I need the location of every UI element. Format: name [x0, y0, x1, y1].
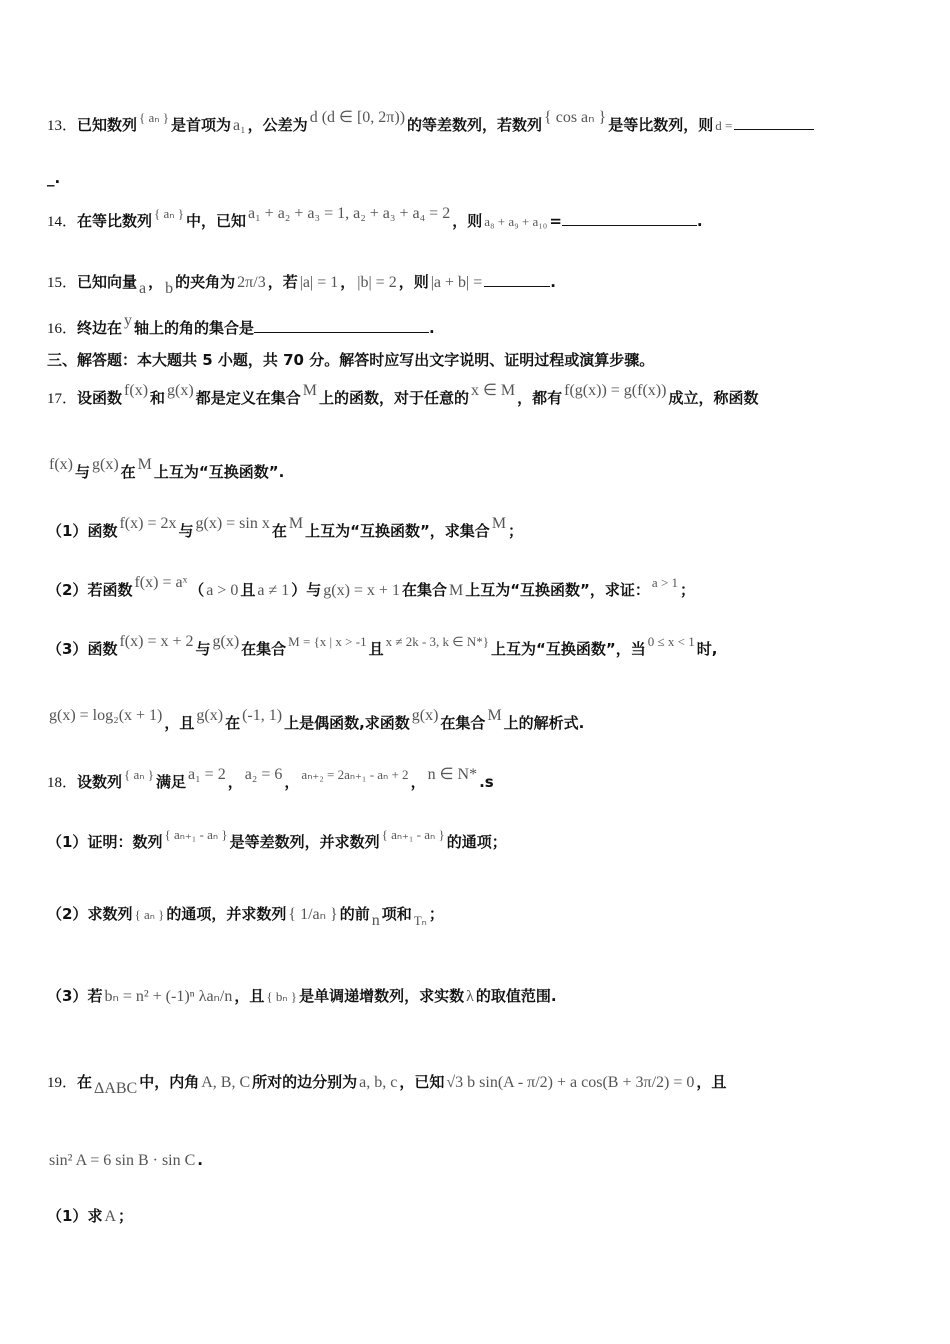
text: 求数列: [87, 905, 133, 923]
text: ；: [118, 1207, 134, 1225]
question-number: 18．: [47, 775, 78, 791]
text: 上互为“互换函数”.: [153, 463, 285, 481]
math: M: [302, 382, 317, 399]
math: { aₙ }: [134, 907, 165, 922]
math: A, B, C: [201, 1074, 251, 1091]
text: ）与: [291, 581, 322, 599]
text: 在: [77, 1073, 93, 1091]
math: f(g(x)) = g(f(x)): [564, 382, 667, 399]
part-label: （3）: [47, 987, 88, 1005]
text: ；: [508, 522, 524, 540]
math: a: [139, 280, 147, 297]
math: { 1/aₙ }: [288, 906, 338, 923]
math: ΔABC: [94, 1080, 138, 1097]
text: 的通项，并求数列: [166, 905, 287, 923]
question-13: [47, 109, 814, 136]
math: bₙ = n² + (-1)ⁿ λaₙ/n: [104, 988, 233, 1005]
text: 上的解析式.: [503, 714, 585, 732]
text: ，: [227, 773, 243, 791]
math: M: [487, 707, 502, 724]
math: { cos aₙ }: [544, 109, 607, 126]
question-number: 16．: [47, 321, 78, 337]
text: 和: [150, 389, 166, 407]
question-17-part-3-line-2: [47, 707, 585, 734]
question-18: [47, 766, 494, 793]
question-17: [47, 382, 759, 409]
text: 成立，称函数: [668, 389, 759, 407]
math: a₁: [232, 117, 246, 134]
text: ，且: [234, 987, 265, 1005]
text: 证明：数列: [87, 833, 163, 851]
section-heading: [47, 350, 654, 370]
text: .s: [479, 773, 494, 791]
text: 函数: [87, 522, 118, 540]
text: ，已知: [399, 1073, 445, 1091]
math: y: [124, 312, 133, 329]
text: 的取值范围.: [475, 987, 557, 1005]
answer-blank[interactable]: [254, 318, 429, 333]
part-label: （2）: [47, 581, 88, 599]
text: 都是定义在集合: [195, 389, 301, 407]
question-17-part-1: [47, 515, 524, 542]
text: 是首项为: [170, 116, 231, 134]
question-13-tail: [47, 168, 60, 188]
text: 的夹角为: [175, 273, 236, 291]
text: ；: [680, 581, 696, 599]
math: f(x) = x + 2: [119, 633, 194, 650]
math: x ≠ 2k - 3, k ∈ N*}: [385, 634, 490, 649]
text: 所对的边分别为: [252, 1073, 358, 1091]
text: 若: [87, 987, 103, 1005]
math: g(x): [411, 707, 439, 724]
text: 在: [271, 522, 287, 540]
question-18-part-3: [47, 986, 557, 1007]
question-number: 14．: [47, 214, 78, 230]
math: g(x) = log₂(x + 1): [49, 707, 163, 724]
question-17-part-2: [47, 574, 696, 601]
text: ，: [340, 273, 356, 291]
text: （: [189, 581, 205, 599]
text: 与: [178, 522, 194, 540]
answer-blank[interactable]: [484, 272, 550, 287]
text: 的通项；: [446, 833, 507, 851]
text: 在集合: [401, 581, 447, 599]
question-17-part-3: [47, 633, 718, 660]
text: ；: [428, 905, 444, 923]
math: |a| = 1: [299, 274, 339, 291]
text: 且: [240, 581, 256, 599]
text: ，公差为: [247, 116, 308, 134]
text: =: [549, 212, 562, 230]
math: aₙ₊₂ = 2aₙ₊₁ - aₙ + 2: [301, 767, 409, 782]
math: { aₙ }: [124, 767, 154, 782]
question-18-part-1: [47, 827, 507, 853]
text: 上互为“互换函数”，求证：: [465, 581, 650, 599]
text: 函数: [87, 640, 118, 658]
text: ，: [410, 773, 426, 791]
text: 在集合: [440, 714, 486, 732]
math: √3 b sin(A - π/2) + a cos(B + 3π/2) = 0: [446, 1074, 695, 1091]
text: 与: [195, 640, 211, 658]
math: n: [371, 912, 380, 929]
math: sin² A = 6 sin B · sin C: [49, 1152, 196, 1169]
text: 已知向量: [77, 273, 138, 291]
text: 项和: [381, 905, 412, 923]
text: ，都有: [517, 389, 563, 407]
part-label: （1）: [47, 522, 88, 540]
text: .: [197, 1151, 203, 1169]
question-15: [47, 272, 556, 297]
math: a₁ + a₂ + a₃ = 1, a₂ + a₃ + a₄ = 2: [247, 205, 451, 222]
text: 在等比数列: [77, 212, 153, 230]
text: 已知数列: [77, 116, 138, 134]
math: (-1, 1): [242, 707, 283, 724]
question-number: 15．: [47, 275, 78, 291]
text: 在: [120, 463, 136, 481]
text: 中，已知: [185, 212, 246, 230]
text: 中，内角: [139, 1073, 200, 1091]
question-19-part-1: [47, 1206, 133, 1227]
math: { aₙ₊₁ - aₙ }: [164, 827, 228, 842]
text: 在: [225, 714, 241, 732]
text: 在集合: [241, 640, 287, 658]
text: 时,: [696, 640, 718, 658]
math: |a + b| =: [430, 274, 483, 291]
text: .: [696, 212, 703, 230]
math: { aₙ₊₁ - aₙ }: [381, 827, 445, 842]
math: n ∈ N*: [427, 766, 478, 783]
question-17-line-2: [47, 456, 285, 483]
math: { bₙ }: [266, 989, 298, 1004]
text: ，若: [267, 273, 298, 291]
math: f(x) = 2x: [119, 515, 177, 532]
math: M: [288, 515, 304, 532]
question-16: [47, 312, 435, 339]
text: 上是偶函数,求函数: [284, 714, 410, 732]
math: M: [448, 582, 464, 599]
question-number: 13．: [47, 118, 78, 134]
math: λ: [466, 988, 474, 1005]
math: a₂ = 6: [244, 766, 283, 783]
math: b: [165, 280, 174, 297]
math: Tₙ: [413, 913, 427, 928]
question-number: 19．: [47, 1075, 78, 1091]
text: 是等比数列，则: [608, 116, 714, 134]
text: 的前: [339, 905, 370, 923]
text: 上的函数，对于任意的: [318, 389, 469, 407]
text: ，则: [452, 212, 483, 230]
text: ，则: [398, 273, 429, 291]
math: a₈ + a₉ + a₁₀: [484, 214, 548, 229]
text: ，: [148, 273, 164, 291]
section-3-title: 三、解答题：本大题共 5 小题，共 70 分。解答时应写出文字说明、证明过程或演算步骤。: [47, 351, 655, 369]
math: { aₙ }: [139, 110, 169, 125]
answer-blank[interactable]: [562, 211, 697, 226]
math: f(x): [124, 382, 149, 399]
text: 的等差数列，若数列: [407, 116, 543, 134]
math: a₁ = 2: [187, 766, 226, 783]
math: 0 ≤ x < 1: [647, 634, 695, 649]
text: 若函数: [87, 581, 133, 599]
part-label: （3）: [47, 640, 88, 658]
text: ，且: [164, 714, 195, 732]
text: 轴上的角的集合是: [134, 319, 255, 337]
question-19: [47, 1072, 727, 1097]
math: g(x): [167, 382, 194, 399]
text: .: [550, 273, 556, 291]
math: f(x) = aˣ: [134, 574, 188, 591]
math: f(x): [49, 456, 73, 473]
text: 与: [74, 463, 90, 481]
text: ，: [284, 773, 300, 791]
math: g(x) = x + 1: [323, 582, 400, 599]
answer-blank[interactable]: [734, 115, 814, 130]
text: 求: [87, 1207, 103, 1225]
math: g(x): [212, 633, 240, 650]
text: 且: [368, 640, 384, 658]
math: M = {x | x > -1: [288, 634, 367, 649]
part-label: （1）: [47, 833, 88, 851]
text: 满足: [155, 773, 186, 791]
text: 是单调递增数列，求实数: [299, 987, 465, 1005]
text: 设函数: [77, 389, 123, 407]
math: { aₙ }: [154, 206, 184, 221]
part-label: （2）: [47, 905, 88, 923]
math: M: [137, 456, 152, 473]
text: _.: [47, 169, 61, 187]
math: a, b, c: [359, 1074, 398, 1091]
text: 终边在: [77, 319, 123, 337]
text: .: [429, 319, 435, 337]
math: d =: [715, 118, 733, 133]
text: 是等差数列，并求数列: [229, 833, 380, 851]
question-number: 17．: [47, 391, 78, 407]
text: ，且: [696, 1073, 727, 1091]
text: 上互为“互换函数”，当: [491, 640, 646, 658]
math: 2π/3: [237, 274, 266, 291]
math: a > 0: [206, 582, 239, 599]
math: d (d ∈ [0, 2π)): [309, 109, 406, 126]
math: g(x): [196, 707, 224, 724]
math: a > 1: [651, 575, 679, 590]
math: x ∈ M: [470, 382, 516, 399]
question-19-line-2: [47, 1150, 203, 1171]
text: 上互为“互换函数”，求集合: [305, 522, 490, 540]
math: |b| = 2: [357, 274, 397, 291]
math: A: [104, 1208, 117, 1225]
math: a ≠ 1: [257, 582, 290, 599]
math: M: [491, 515, 507, 532]
math: g(x): [92, 456, 119, 473]
question-18-part-2: [47, 904, 444, 929]
part-label: （1）: [47, 1207, 88, 1225]
question-14: [47, 205, 703, 232]
math: g(x) = sin x: [195, 515, 270, 532]
text: 设数列: [77, 773, 123, 791]
